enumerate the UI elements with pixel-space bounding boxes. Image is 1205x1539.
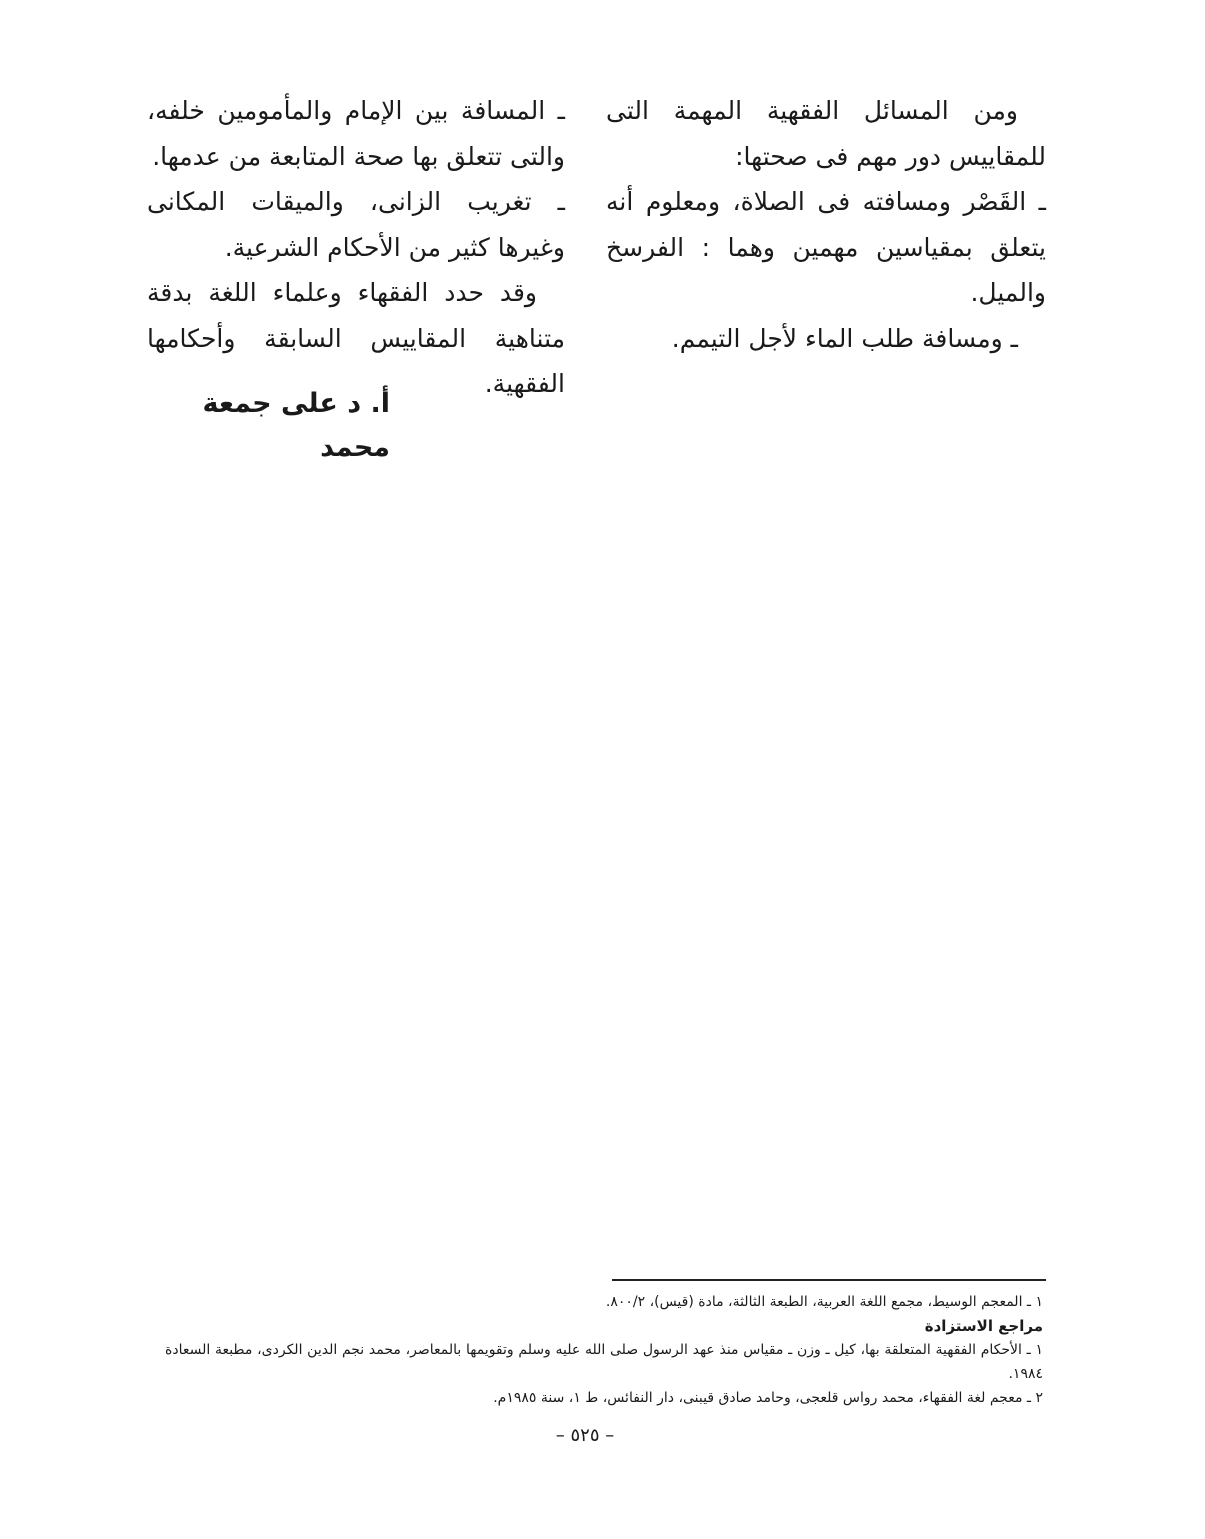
list-item-imam-distance: ـ المسافة بين الإمام والمأمومين خلفه، والتى تتعلق بها صحة المتابعة من عدمها.: [147, 96, 565, 171]
right-column: [606, 88, 1046, 361]
list-item-taghrib: ـ تغريب الزانى، والميقات المكانى وغيرها كثير من الأحكام الشرعية.: [147, 187, 565, 262]
reference-1: ١ ـ الأحكام الفقهية المتعلقة بها، كيل ـ وزن ـ مقياس منذ عهد الرسول صلى الله عليه وسلم وتقويمها بالمعاصر، محمد نجم الدين الكردى، مطبعة السعادة ١٩٨٤.: [165, 1342, 1043, 1382]
intro-paragraph: ومن المسائل الفقهية المهمة التى للمقاييس دور مهم فى صحتها:: [606, 96, 1046, 171]
list-item-tayammum: ـ ومسافة طلب الماء لأجل التيمم.: [671, 323, 1018, 353]
list-item-qasr: ـ القَصْر ومسافته فى الصلاة، ومعلوم أنه يتعلق بمقياسين مهمين وهما : الفرسخ والميل.: [606, 187, 1046, 307]
left-column: [147, 88, 565, 407]
author-signature: أ. د على جمعة محمد: [202, 388, 390, 463]
further-reading-heading: مراجع الاستزادة: [924, 1317, 1043, 1335]
footnote-1: ١ ـ المعجم الوسيط، مجمع اللغة العربية، الطبعة الثالثة، مادة (قيس)، ٨٠٠/٢.: [605, 1294, 1043, 1310]
reference-2: ٢ ـ معجم لغة الفقهاء، محمد رواس قلعجى، وحامد صادق قيبنى، دار النفائس، ط ١، سنة ١٩٨٥م.: [493, 1390, 1043, 1406]
page-number: – ٥٢٥ –: [555, 1425, 615, 1446]
footnotes-section: [165, 1290, 1043, 1410]
closing-paragraph: وقد حدد الفقهاء وعلماء اللغة بدقة متناهية المقاييس السابقة وأحكامها الفقهية.: [147, 278, 565, 398]
footnote-divider: [612, 1279, 1046, 1281]
